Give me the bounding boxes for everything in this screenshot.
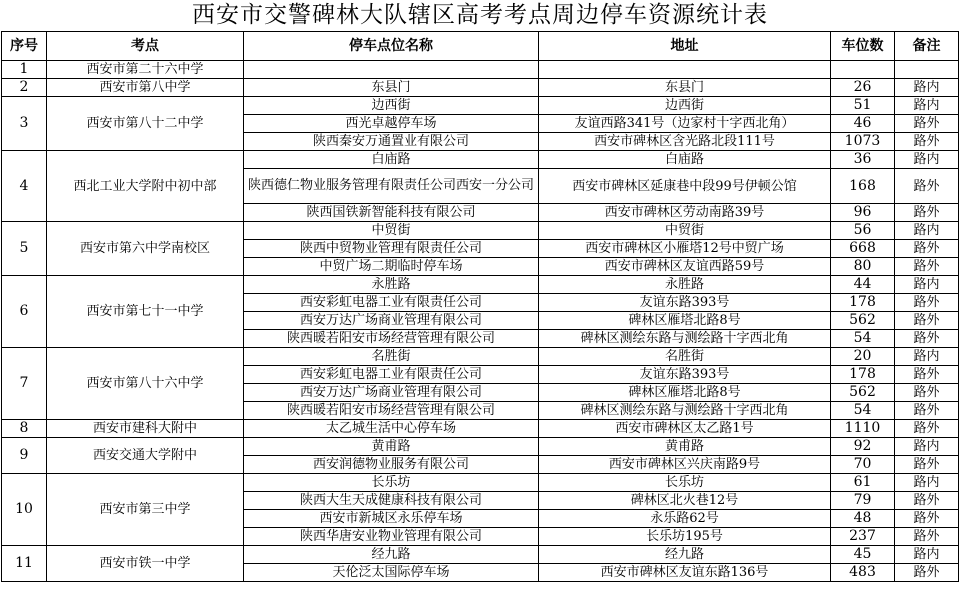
cell-parking-name: 西光卓越停车场 <box>244 115 539 133</box>
cell-address: 西安市碑林区友谊西路59号 <box>539 258 831 276</box>
cell-address: 碑林区北火巷12号 <box>539 492 831 510</box>
cell-address: 西安市碑林区延康巷中段99号伊顿公馆 <box>539 169 831 204</box>
cell-parking-name: 西安万达广场商业管理有限公司 <box>244 312 539 330</box>
cell-spaces: 51 <box>831 97 895 115</box>
cell-spaces: 92 <box>831 438 895 456</box>
cell-remark: 路内 <box>895 348 959 366</box>
cell-exam-site: 西安市第二十六中学 <box>47 61 244 79</box>
cell-remark: 路外 <box>895 402 959 420</box>
cell-remark: 路内 <box>895 438 959 456</box>
cell-address: 西安市碑林区兴庆南路9号 <box>539 456 831 474</box>
cell-address: 黄甫路 <box>539 438 831 456</box>
header-address: 地址 <box>539 32 831 61</box>
cell-address: 西安市碑林区含光路北段111号 <box>539 133 831 151</box>
cell-parking-name <box>244 61 539 79</box>
header-parking-name: 停车点位名称 <box>244 32 539 61</box>
table-row <box>2 97 959 115</box>
cell-seq: 3 <box>2 97 47 151</box>
table-row <box>2 276 959 294</box>
cell-remark: 路外 <box>895 294 959 312</box>
cell-exam-site: 西安市第八十二中学 <box>47 97 244 151</box>
cell-remark: 路外 <box>895 564 959 582</box>
cell-spaces: 237 <box>831 528 895 546</box>
cell-spaces: 483 <box>831 564 895 582</box>
cell-spaces: 44 <box>831 276 895 294</box>
header-spaces: 车位数 <box>831 32 895 61</box>
cell-seq: 1 <box>2 61 47 79</box>
parking-table <box>1 31 959 582</box>
cell-remark: 路外 <box>895 330 959 348</box>
cell-parking-name: 永胜路 <box>244 276 539 294</box>
cell-address: 碑林区雁塔北路8号 <box>539 312 831 330</box>
cell-spaces: 79 <box>831 492 895 510</box>
cell-remark: 路外 <box>895 258 959 276</box>
cell-address: 西安市碑林区小雁塔12号中贸广场 <box>539 240 831 258</box>
cell-remark <box>895 61 959 79</box>
cell-spaces: 96 <box>831 204 895 222</box>
cell-parking-name: 长乐坊 <box>244 474 539 492</box>
cell-parking-name: 西安彩虹电器工业有限责任公司 <box>244 366 539 384</box>
cell-spaces: 668 <box>831 240 895 258</box>
table-row <box>2 546 959 564</box>
cell-spaces <box>831 61 895 79</box>
cell-spaces: 168 <box>831 169 895 204</box>
cell-spaces: 20 <box>831 348 895 366</box>
table-row <box>2 79 959 97</box>
document-title: 西安市交警碑林大队辖区高考考点周边停车资源统计表 <box>192 2 768 28</box>
cell-parking-name: 中贸街 <box>244 222 539 240</box>
cell-address: 名胜街 <box>539 348 831 366</box>
cell-parking-name: 东县门 <box>244 79 539 97</box>
header-seq: 序号 <box>2 32 47 61</box>
cell-address: 边西街 <box>539 97 831 115</box>
cell-remark: 路外 <box>895 456 959 474</box>
cell-remark: 路外 <box>895 169 959 204</box>
cell-spaces: 36 <box>831 151 895 169</box>
cell-parking-name: 陕西德仁物业服务管理有限责任公司西安一分公司 <box>244 169 539 204</box>
cell-address: 友谊东路393号 <box>539 294 831 312</box>
table-row <box>2 348 959 366</box>
cell-exam-site: 西北工业大学附中初中部 <box>47 151 244 222</box>
cell-parking-name: 陕西暖若阳安市场经营管理有限公司 <box>244 402 539 420</box>
cell-spaces: 54 <box>831 402 895 420</box>
cell-parking-name: 陕西暖若阳安市场经营管理有限公司 <box>244 330 539 348</box>
cell-parking-name: 经九路 <box>244 546 539 564</box>
cell-address: 白庙路 <box>539 151 831 169</box>
cell-seq: 9 <box>2 438 47 474</box>
cell-address: 碑林区雁塔北路8号 <box>539 384 831 402</box>
cell-seq: 11 <box>2 546 47 582</box>
cell-remark: 路外 <box>895 384 959 402</box>
cell-exam-site: 西安市建科大附中 <box>47 420 244 438</box>
cell-spaces: 1073 <box>831 133 895 151</box>
cell-remark: 路外 <box>895 420 959 438</box>
cell-address: 友谊东路393号 <box>539 366 831 384</box>
cell-spaces: 61 <box>831 474 895 492</box>
cell-exam-site: 西安市第七十一中学 <box>47 276 244 348</box>
cell-spaces: 54 <box>831 330 895 348</box>
cell-parking-name: 西安市新城区永乐停车场 <box>244 510 539 528</box>
cell-address: 长乐坊195号 <box>539 528 831 546</box>
cell-exam-site: 西安市第三中学 <box>47 474 244 546</box>
cell-parking-name: 名胜街 <box>244 348 539 366</box>
cell-remark: 路外 <box>895 366 959 384</box>
cell-remark: 路内 <box>895 546 959 564</box>
cell-spaces: 178 <box>831 294 895 312</box>
header-row <box>2 32 959 61</box>
cell-parking-name: 天伦泛太国际停车场 <box>244 564 539 582</box>
cell-exam-site: 西安市第八中学 <box>47 79 244 97</box>
cell-seq: 10 <box>2 474 47 546</box>
header-exam-site: 考点 <box>47 32 244 61</box>
cell-seq: 7 <box>2 348 47 420</box>
cell-parking-name: 中贸广场二期临时停车场 <box>244 258 539 276</box>
cell-spaces: 80 <box>831 258 895 276</box>
cell-spaces: 56 <box>831 222 895 240</box>
cell-parking-name: 陕西秦安万通置业有限公司 <box>244 133 539 151</box>
cell-remark: 路外 <box>895 312 959 330</box>
cell-exam-site: 西安市铁一中学 <box>47 546 244 582</box>
cell-spaces: 178 <box>831 366 895 384</box>
cell-parking-name: 西安彩虹电器工业有限责任公司 <box>244 294 539 312</box>
cell-parking-name: 西安万达广场商业管理有限公司 <box>244 384 539 402</box>
table-row <box>2 420 959 438</box>
cell-exam-site: 西安交通大学附中 <box>47 438 244 474</box>
cell-parking-name: 西安润德物业服务有限公司 <box>244 456 539 474</box>
cell-address: 永胜路 <box>539 276 831 294</box>
cell-address: 西安市碑林区劳动南路39号 <box>539 204 831 222</box>
cell-parking-name: 陕西中贸物业管理有限责任公司 <box>244 240 539 258</box>
cell-seq: 6 <box>2 276 47 348</box>
table-row <box>2 438 959 456</box>
cell-address: 经九路 <box>539 546 831 564</box>
cell-parking-name: 边西街 <box>244 97 539 115</box>
cell-exam-site: 西安市第六中学南校区 <box>47 222 244 276</box>
cell-exam-site: 西安市第八十六中学 <box>47 348 244 420</box>
cell-remark: 路外 <box>895 115 959 133</box>
cell-spaces: 1110 <box>831 420 895 438</box>
cell-address: 碑林区测绘东路与测绘路十字西北角 <box>539 402 831 420</box>
cell-seq: 2 <box>2 79 47 97</box>
cell-address: 中贸街 <box>539 222 831 240</box>
cell-remark: 路外 <box>895 492 959 510</box>
cell-address: 西安市碑林区友谊东路136号 <box>539 564 831 582</box>
cell-remark: 路内 <box>895 474 959 492</box>
cell-spaces: 70 <box>831 456 895 474</box>
cell-parking-name: 陕西华唐安业物业管理有限公司 <box>244 528 539 546</box>
cell-seq: 5 <box>2 222 47 276</box>
cell-remark: 路内 <box>895 151 959 169</box>
cell-remark: 路内 <box>895 79 959 97</box>
cell-parking-name: 陕西大生天成健康科技有限公司 <box>244 492 539 510</box>
cell-spaces: 48 <box>831 510 895 528</box>
cell-parking-name: 白庙路 <box>244 151 539 169</box>
cell-spaces: 562 <box>831 312 895 330</box>
table-row <box>2 474 959 492</box>
table-row <box>2 61 959 79</box>
cell-address: 长乐坊 <box>539 474 831 492</box>
table-body <box>2 61 959 582</box>
table-row <box>2 151 959 169</box>
cell-spaces: 562 <box>831 384 895 402</box>
cell-remark: 路外 <box>895 528 959 546</box>
cell-address: 友谊西路341号（边家村十字西北角） <box>539 115 831 133</box>
header-remark: 备注 <box>895 32 959 61</box>
cell-remark: 路外 <box>895 510 959 528</box>
cell-address: 永乐路62号 <box>539 510 831 528</box>
cell-remark: 路内 <box>895 222 959 240</box>
cell-remark: 路外 <box>895 133 959 151</box>
cell-address <box>539 61 831 79</box>
cell-address: 东县门 <box>539 79 831 97</box>
cell-address: 碑林区测绘东路与测绘路十字西北角 <box>539 330 831 348</box>
cell-address: 西安市碑林区太乙路1号 <box>539 420 831 438</box>
cell-parking-name: 太乙城生活中心停车场 <box>244 420 539 438</box>
cell-seq: 8 <box>2 420 47 438</box>
cell-spaces: 26 <box>831 79 895 97</box>
cell-spaces: 45 <box>831 546 895 564</box>
cell-parking-name: 黄甫路 <box>244 438 539 456</box>
cell-remark: 路外 <box>895 240 959 258</box>
cell-seq: 4 <box>2 151 47 222</box>
cell-parking-name: 陕西国铁新智能科技有限公司 <box>244 204 539 222</box>
cell-spaces: 46 <box>831 115 895 133</box>
table-row <box>2 222 959 240</box>
cell-remark: 路内 <box>895 97 959 115</box>
cell-remark: 路内 <box>895 276 959 294</box>
cell-remark: 路外 <box>895 204 959 222</box>
